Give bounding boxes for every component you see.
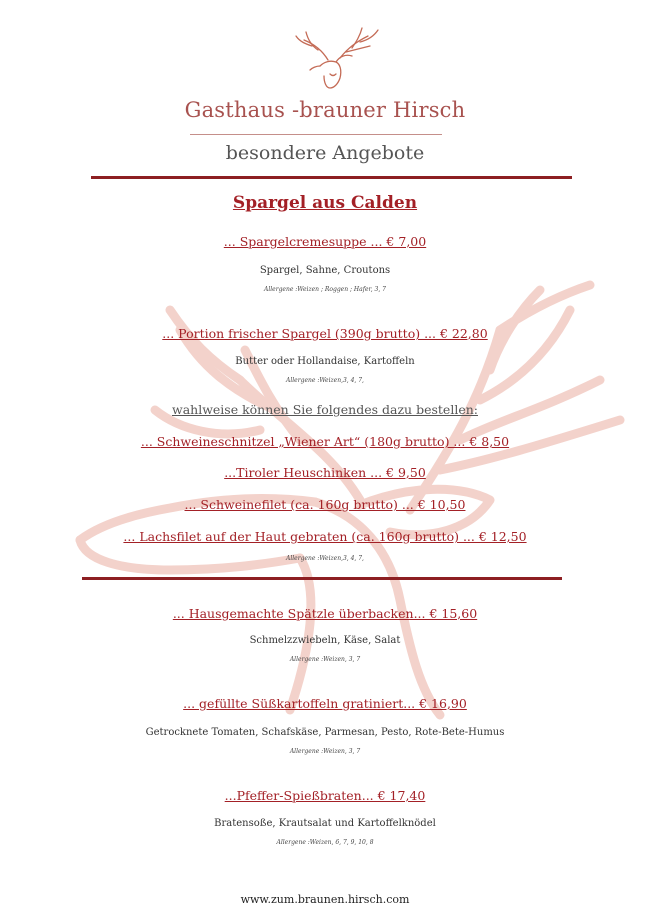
top-divider <box>91 176 572 179</box>
extra-option: ... Lachsfilet auf der Haut gebraten (ca. 160g brutto) ... € 12,50 <box>123 529 527 544</box>
extra-option: ... Schweineschnitzel „Wiener Art“ (180g brutto) ... € 8,50 <box>140 434 510 449</box>
middle-divider <box>82 577 562 580</box>
dish-name: ... Hausgemachte Spätzle überbacken... € 15,60 <box>172 606 478 621</box>
restaurant-name: Gasthaus -brauner Hirsch <box>184 98 466 122</box>
dish-allergens: Allergene :Weizen, 3, 7 <box>289 656 361 663</box>
dish-name: ... Portion frischer Spargel (390g brutto) ... € 22,80 <box>162 326 488 341</box>
logo-underline <box>190 134 442 135</box>
section-title: Spargel aus Calden <box>232 193 418 213</box>
dish-description: Butter oder Hollandaise, Kartoffeln <box>235 356 415 367</box>
dish-name: ... Spargelcremesuppe ... € 7,00 <box>223 234 427 249</box>
page-subtitle: besondere Angebote <box>225 142 425 164</box>
dish-description: Getrocknete Tomaten, Schafskäse, Parmesan, Pesto, Rote-Bete-Humus <box>145 727 505 738</box>
stag-head-icon <box>290 22 382 94</box>
dish-description: Schmelzzwiebeln, Käse, Salat <box>249 635 401 646</box>
dish-allergens: Allergene :Weizen ; Roggen ; Hafer, 3, 7 <box>263 286 386 293</box>
dish-allergens: Allergene :Weizen, 6, 7, 9, 10, 8 <box>276 839 374 846</box>
dish-name: ...Pfeffer-Spießbraten... € 17,40 <box>224 788 426 803</box>
dish-description: Spargel, Sahne, Croutons <box>259 265 391 276</box>
extra-option: ...Tiroler Heuschinken ... € 9,50 <box>224 465 426 480</box>
extras-intro: wahlweise können Sie folgendes dazu bestellen: <box>172 402 478 417</box>
footer-website: www.zum.braunen.hirsch.com <box>240 893 410 906</box>
dish-description: Bratensoße, Krautsalat und Kartoffelknödel <box>214 818 436 829</box>
dish-allergens: Allergene :Weizen, 3, 7 <box>289 748 361 755</box>
extras-allergens: Allergene :Weizen,3, 4, 7, <box>286 555 364 562</box>
dish-allergens: Allergene :Weizen,3, 4, 7, <box>286 377 364 384</box>
extra-option: ... Schweinefilet (ca. 160g brutto) ... € 10,50 <box>184 497 466 512</box>
dish-name: ... gefüllte Süßkartoffeln gratiniert... € 16,90 <box>183 696 467 711</box>
